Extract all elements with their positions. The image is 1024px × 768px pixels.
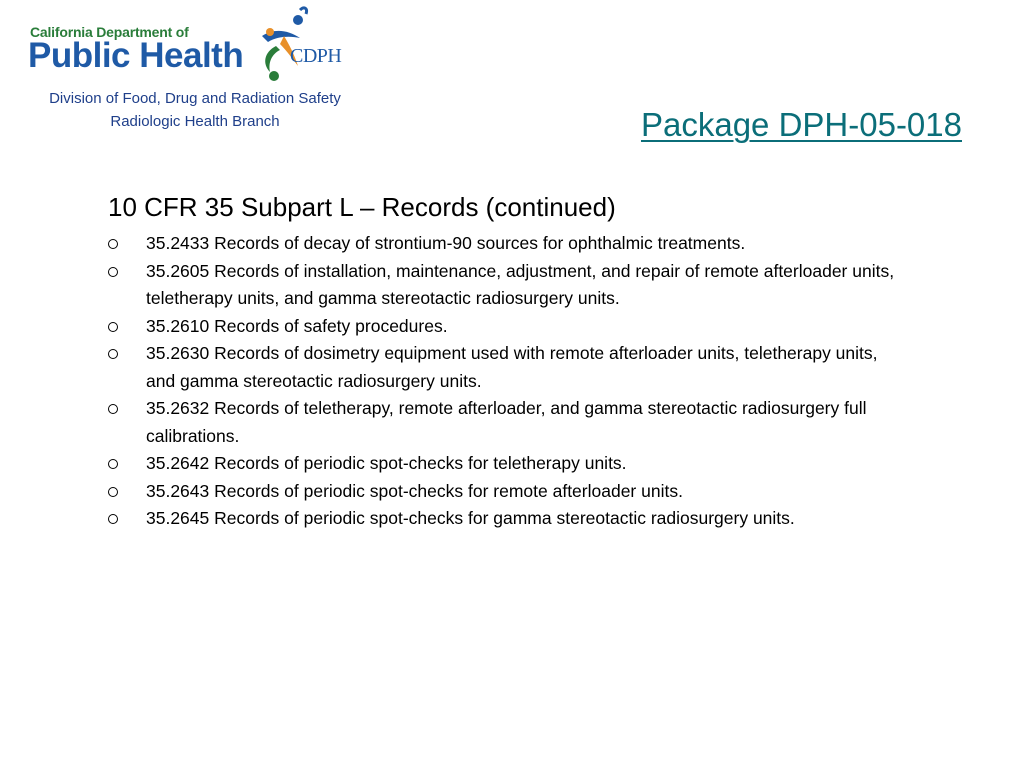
logo-abbr: CDPH (290, 45, 342, 67)
list-item-text: 35.2632 Records of teletherapy, remote afterloader, and gamma stereotactic radiosurgery full calibrations. (146, 398, 867, 446)
list-item-text: 35.2645 Records of periodic spot-checks for gamma stereotactic radiosurgery units. (146, 508, 795, 528)
hollow-circle-bullet-icon (108, 267, 118, 277)
list-item (108, 395, 898, 450)
list-item (108, 230, 898, 258)
hollow-circle-bullet-icon (108, 514, 118, 524)
division-block (0, 87, 390, 133)
list-item-text: 35.2605 Records of installation, maintenance, adjustment, and repair of remote afterloader units, teletherapy units, and gamma stereotactic radiosurgery units. (146, 260, 895, 308)
logo-line1: California Department of (30, 24, 189, 40)
list-item-text: 35.2630 Records of dosimetry equipment used with remote afterloader units, teletherapy units, and gamma stereotactic radiosurgery units. (146, 343, 878, 391)
hollow-circle-bullet-icon (108, 459, 118, 469)
records-list (108, 230, 898, 533)
cdph-logo (28, 6, 358, 86)
hollow-circle-bullet-icon (108, 349, 118, 359)
hollow-circle-bullet-icon (108, 322, 118, 332)
list-item (108, 505, 898, 533)
logo-line2: Public Health (28, 36, 244, 75)
list-item-text: 35.2610 Records of safety procedures. (146, 315, 448, 336)
list-item-text: 35.2433 Records of decay of strontium-90 sources for ophthalmic treatments. (146, 233, 746, 253)
list-item (108, 340, 898, 395)
package-title[interactable]: Package DPH-05-018 (640, 106, 962, 143)
list-item-text: 35.2643 Records of periodic spot-checks for remote afterloader units. (146, 480, 683, 501)
hollow-circle-bullet-icon (108, 239, 118, 249)
list-item-text: 35.2642 Records of periodic spot-checks for teletherapy units. (146, 453, 627, 473)
list-item (108, 450, 898, 478)
section-heading: 10 CFR 35 Subpart L – Records (continued) (108, 192, 616, 222)
division-name: Division of Food, Drug and Radiation Safety (49, 90, 341, 107)
list-item (108, 258, 898, 313)
slide-content (108, 190, 898, 533)
list-item (108, 478, 898, 506)
hollow-circle-bullet-icon (108, 487, 118, 497)
list-item (108, 313, 898, 341)
branch-name: Radiologic Health Branch (110, 113, 280, 130)
hollow-circle-bullet-icon (108, 404, 118, 414)
